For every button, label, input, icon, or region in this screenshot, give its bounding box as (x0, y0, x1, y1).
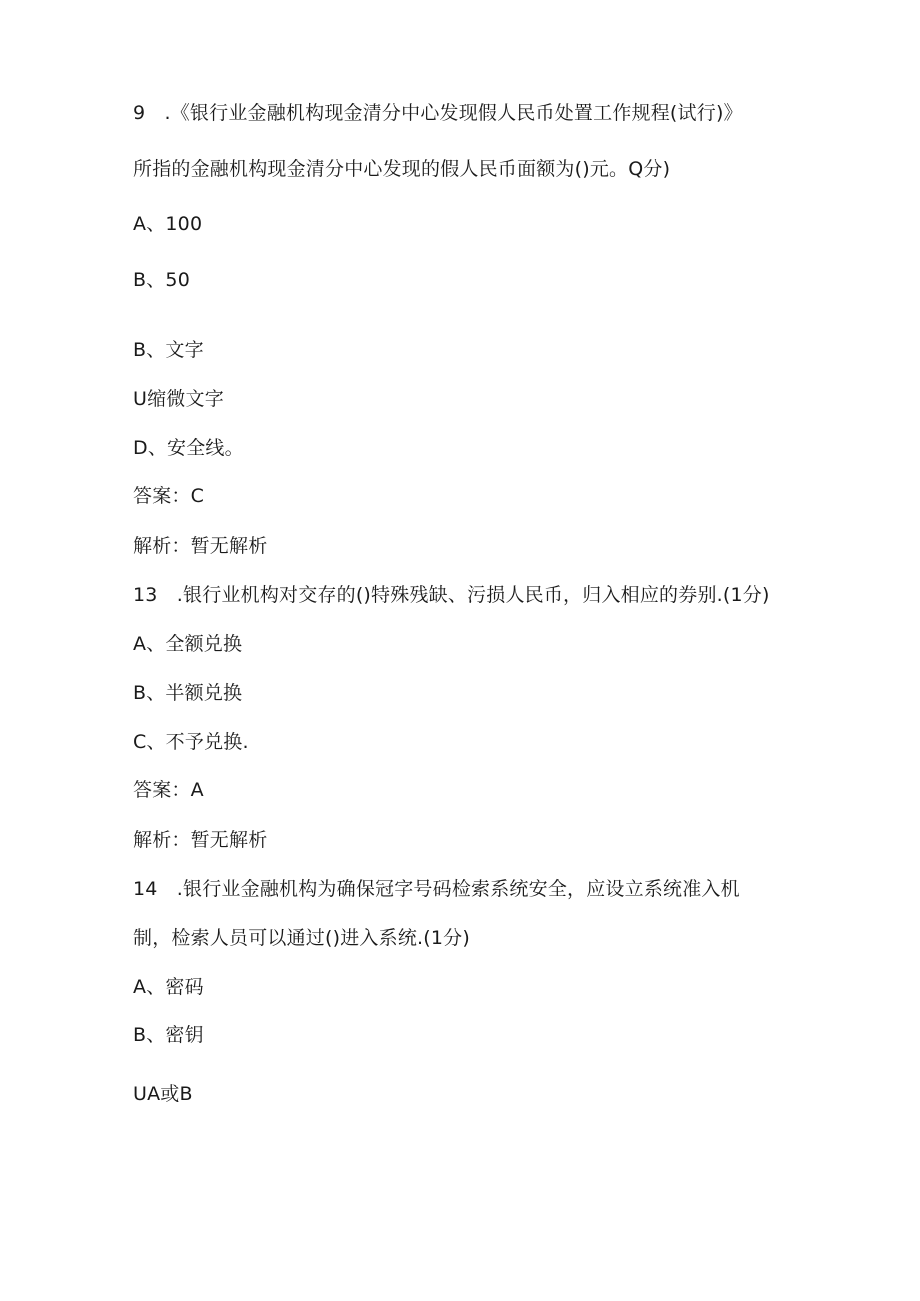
option-b: B、半额兑换 (133, 682, 243, 704)
explanation: 解析：暂无解析 (133, 535, 268, 557)
option-a: A、100 (133, 213, 203, 235)
question-13: 13 .银行业机构对交存的()特殊残缺、污损人民币，归入相应的券别.(1分) (133, 584, 770, 606)
question-9-line-2: 所指的金融机构现金清分中心发现的假人民币面额为()元。Q分) (133, 158, 671, 180)
answer: 答案：A (133, 779, 204, 801)
option-c: UA或B (133, 1083, 193, 1105)
option-c: U缩微文字 (133, 388, 224, 410)
question-14-line-1: 14 .银行业金融机构为确保冠字号码检索系统安全，应设立系统准入机 (133, 878, 740, 900)
option-d: D、安全线。 (133, 437, 244, 459)
explanation: 解析：暂无解析 (133, 829, 268, 851)
option-a: A、密码 (133, 976, 204, 998)
question-14-line-2: 制，检索人员可以通过()进入系统.(1分) (133, 927, 470, 949)
option-a: A、全额兑换 (133, 633, 243, 655)
option-b: B、文字 (133, 339, 204, 361)
question-9-line-1: 9 .《银行业金融机构现金清分中心发现假人民币处置工作规程(试行)》 (133, 102, 743, 124)
option-c: C、不予兑换. (133, 731, 249, 753)
option-b: B、密钥 (133, 1024, 204, 1046)
option-b: B、50 (133, 269, 191, 291)
answer: 答案：C (133, 485, 205, 507)
